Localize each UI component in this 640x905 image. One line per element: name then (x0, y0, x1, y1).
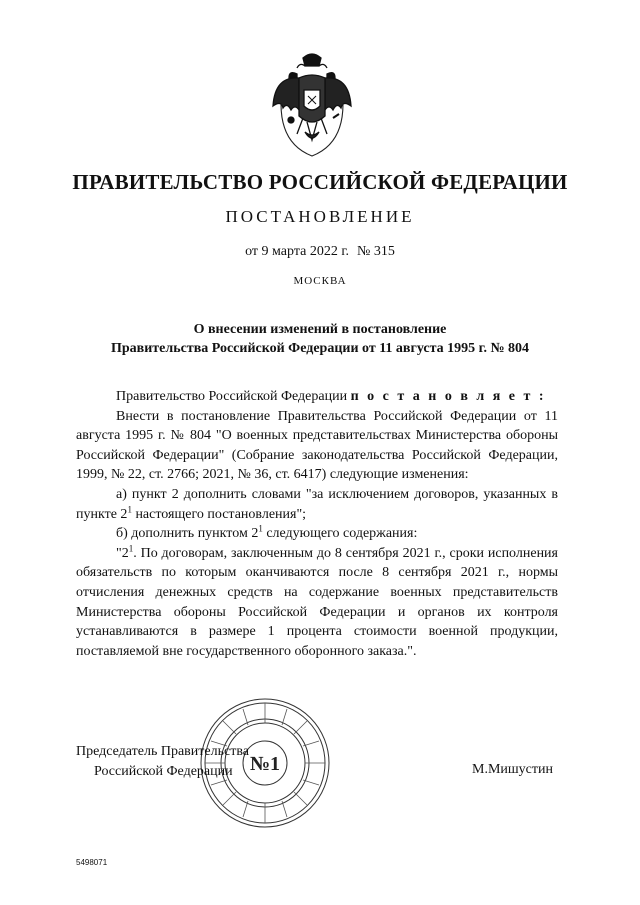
body-paragraph-4 (76, 524, 558, 544)
footer-document-code: 5498071 (76, 858, 108, 867)
body-paragraph-1 (76, 387, 558, 407)
government-title: ПРАВИТЕЛЬСТВО РОССИЙСКОЙ ФЕДЕРАЦИИ (72, 170, 568, 194)
signature-title-line-1: Председатель Правительства (76, 744, 249, 759)
body-p4-a: б) дополнить пунктом 2 (116, 526, 259, 542)
body-p3-a: а) пункт 2 дополнить словами "за исключением договоров, указанных в пункте 2 (76, 486, 558, 522)
city-name: МОСКВА (293, 275, 347, 287)
subject-line-1: О внесении изменений в постановление (193, 322, 447, 337)
signature-title-line-2: Российской Федерации (94, 764, 233, 779)
body-p5-b: . По договорам, заключенным до 8 сентября 2021 г., сроки исполнения обязательств по которым оканчиваются после 8 сентября 2021 г., нормы отчисления денежных средств на содержание военных представительств Министерства обороны Российской Федерации и органов их контроля устанавливаются в размере 1 процента стоимости военной продукции, поставляемой вне государственного оборонного заказа.". (76, 545, 558, 659)
body-p3-sup: 1 (127, 503, 132, 514)
body-paragraph-5 (76, 544, 558, 662)
body-paragraph-3 (76, 485, 558, 524)
coat-of-arms-emblem (267, 48, 357, 160)
body-p4-sup: 1 (258, 523, 263, 534)
body-p1-prefix: Правительство Российской Федерации (116, 389, 351, 404)
document-subject (60, 320, 580, 358)
signatory-name: М.Мишустин (472, 762, 553, 777)
subject-line-2: Правительства Российской Федерации от 11 августа 1995 г. № 804 (110, 341, 530, 356)
document-number: № 315 (357, 244, 395, 259)
body-paragraph-2: Внести в постановление Правительства Российской Федерации от 11 августа 1995 г. № 804 "О военных представительствах Министерства обороны Российской Федерации" (Собрание законодательства Российской Федерации, 1999, № 22, ст. 2766; 2021, № 36, ст. 6417) следующие изменения: (76, 408, 558, 483)
document-date: от 9 марта 2022 г. (245, 244, 350, 259)
body-p5-sup: 1 (128, 543, 134, 554)
stamp-number: №1 (249, 753, 281, 775)
body-p1-spaced: п о с т а н о в л я е т : (350, 389, 547, 404)
signature-title (76, 742, 249, 782)
document-body (76, 387, 558, 661)
document-type: ПОСТАНОВЛЕНИЕ (225, 207, 415, 226)
date-number-line (0, 244, 640, 260)
body-p5-a: "2 (116, 545, 129, 561)
body-p4-b: следующего содержания: (262, 526, 418, 542)
body-p3-b: настоящего постановления"; (131, 506, 307, 522)
